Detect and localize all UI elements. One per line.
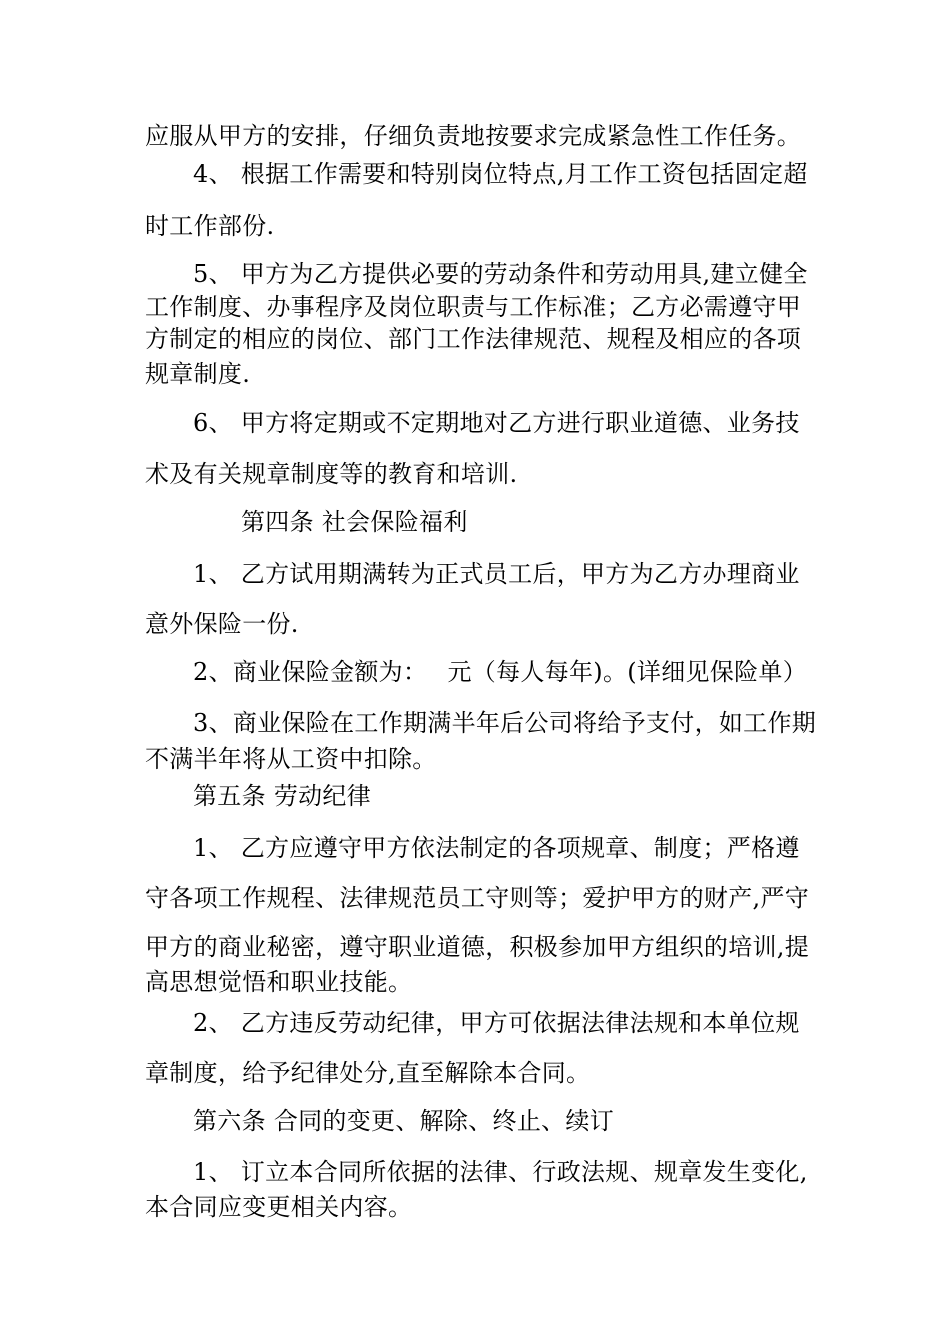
text-line: 5、 甲方为乙方提供必要的劳动条件和劳动用具,建立健全 — [193, 260, 808, 288]
text-line: 方制定的相应的岗位、部门工作法律规范、规程及相应的各项 — [145, 325, 802, 353]
text-line: 6、 甲方将定期或不定期地对乙方进行职业道德、业务技 — [193, 409, 800, 437]
text-line: 1、 订立本合同所依据的法律、行政法规、规章发生变化, — [193, 1158, 808, 1186]
text-line: 1、 乙方试用期满转为正式员工后，甲方为乙方办理商业 — [193, 560, 800, 588]
text-line: 甲方的商业秘密，遵守职业道德，积极参加甲方组织的培训,提 — [145, 933, 810, 961]
section-heading: 第六条 合同的变更、解除、终止、续订 — [193, 1107, 615, 1135]
text-line: 2、商业保险金额为： 元（每人每年)。(详细见保险单） — [193, 658, 808, 686]
text-line: 3、商业保险在工作期满半年后公司将给予支付，如工作期 — [193, 709, 817, 737]
text-line: 工作制度、办事程序及岗位职责与工作标准；乙方必需遵守甲 — [145, 293, 802, 321]
text-line: 4、 根据工作需要和特别岗位特点,月工作工资包括固定超 — [193, 160, 808, 188]
text-line: 2、 乙方违反劳动纪律，甲方可依据法律法规和本单位规 — [193, 1009, 800, 1037]
text-line: 本合同应变更相关内容。 — [145, 1193, 413, 1221]
text-line: 应服从甲方的安排，仔细负责地按要求完成紧急性工作任务。 — [145, 122, 802, 150]
text-line: 规章制度. — [145, 360, 251, 388]
section-heading: 第四条 社会保险福利 — [241, 508, 468, 536]
section-heading: 第五条 劳动纪律 — [193, 782, 372, 810]
text-line: 守各项工作规程、法律规范员工守则等；爱护甲方的财产,严守 — [145, 884, 810, 912]
text-line: 章制度，给予纪律处分,直至解除本合同。 — [145, 1059, 591, 1087]
text-line: 意外保险一份. — [145, 610, 299, 638]
text-line: 高思想觉悟和职业技能。 — [145, 968, 413, 996]
text-line: 不满半年将从工资中扣除。 — [145, 745, 437, 773]
text-line: 术及有关规章制度等的教育和培训. — [145, 460, 518, 488]
text-line: 时工作部份. — [145, 212, 275, 240]
text-line: 1、 乙方应遵守甲方依法制定的各项规章、制度；严格遵 — [193, 834, 800, 862]
